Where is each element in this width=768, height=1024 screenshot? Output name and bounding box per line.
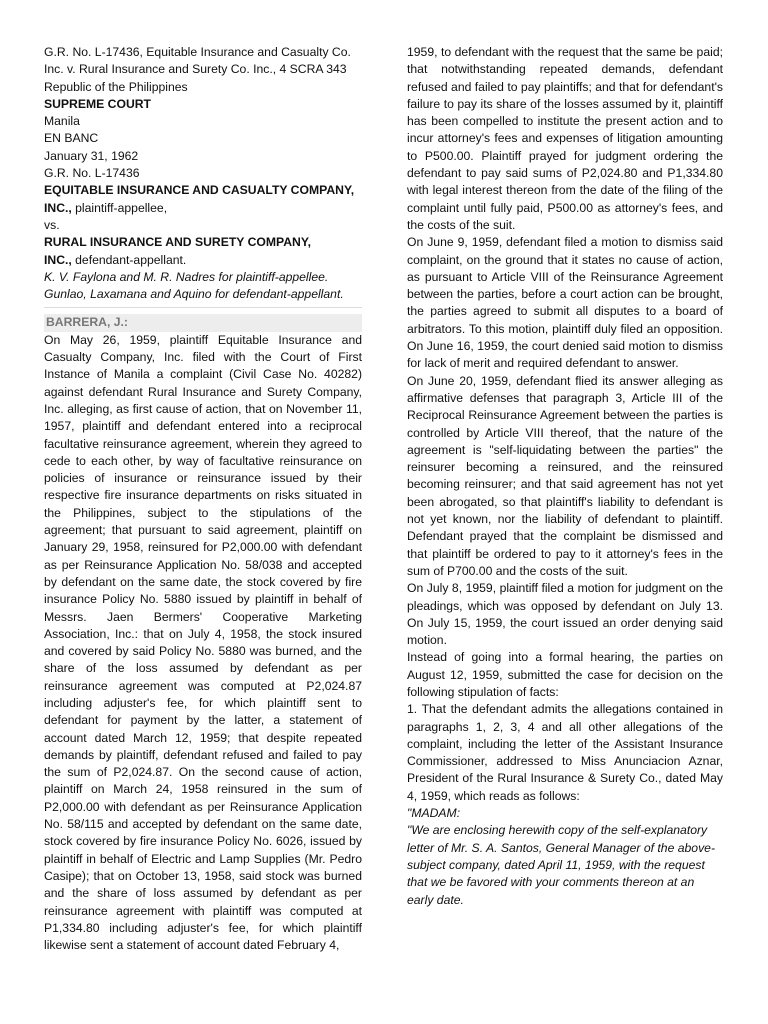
citation-line-1: G.R. No. L-17436, Equitable Insurance and Casualty Co. bbox=[44, 45, 351, 59]
defendant-role: defendant-appellant. bbox=[71, 252, 187, 267]
plaintiff-role: plaintiff-appellee, bbox=[71, 200, 168, 215]
counsel-plaintiff: K. V. Faylona and M. R. Nadres for plaintiff-appellee. bbox=[44, 269, 329, 284]
case-header bbox=[44, 44, 362, 303]
motion-to-dismiss-paragraph: On June 9, 1959, defendant filed a motion to dismiss said complaint, on the ground that it states no cause of action, as pursuant to Article VIII of the Reinsurance Agreement between the parties, before a court action can be brought, the parties agreed to submit all disputes to a board of arbitrators. To this motion, plaintiff duly filed an opposition. On June 16, 1959, the court denied said motion to dismiss for lack of merit and required defendant to answer. bbox=[407, 235, 723, 371]
defendant-name: RURAL INSURANCE AND SURETY COMPANY, bbox=[44, 235, 312, 250]
judgment-motion-paragraph: On July 8, 1959, plaintiff filed a motion for judgment on the pleadings, which was opposed by defendant on July 13. On July 15, 1959, the court issued an order denying said motion. bbox=[407, 581, 723, 648]
defendant-inc: INC., bbox=[44, 252, 72, 267]
docket-number: G.R. No. L-17436 bbox=[44, 166, 140, 181]
decision-date: January 31, 1962 bbox=[44, 148, 139, 163]
court-name: SUPREME COURT bbox=[44, 96, 151, 111]
ponente-label: BARRERA, J.: bbox=[44, 314, 362, 331]
counsel-defendant: Gunlao, Laxamana and Aquino for defendant-appellant. bbox=[44, 287, 344, 302]
stipulation-intro-paragraph: Instead of going into a formal hearing, the parties on August 12, 1959, submitted the case for decision on the following stipulation of facts: bbox=[407, 650, 723, 699]
stipulation-item-1: 1. That the defendant admits the allegations contained in paragraphs 1, 2, 3, 4 and all other allegations of the complaint, including the letter of the Assistant Insurance Commissioner, addressed to Miss Anunciacion Aznar, President of the Rural Insurance & Surety Co., dated May 4, 1959, which reads as follows: bbox=[407, 702, 723, 803]
letter-quote-paragraph: "We are enclosing herewith copy of the self-explanatory letter of Mr. S. A. Santos, General Manager of the above-subject company, dated April 11, 1959, with the request that we be favored with your comments thereon at an early date. bbox=[407, 823, 716, 907]
header-divider bbox=[44, 307, 362, 308]
citation-line-2: Inc. v. Rural Insurance and Surety Co. Inc., 4 SCRA 343 bbox=[44, 62, 347, 77]
versus-line: vs. bbox=[44, 217, 60, 232]
left-column bbox=[44, 44, 362, 954]
court-division: EN BANC bbox=[44, 131, 99, 146]
plaintiff-inc: INC., bbox=[44, 200, 72, 215]
opening-paragraph: On May 26, 1959, plaintiff Equitable Insurance and Casualty Company, Inc. filed with the Court of First Instance of Manila a complaint (Civil Case No. 40282) against defendant Rural Insurance and Surety Company, Inc. alleging, as first cause of action, that on November 11, 1957, plaintiff and defendant entered into a reciprocal facultative reinsurance agreement, wherein they agreed to cede to each other, by way of facultative reinsurance on policies of insurance or reinsurance issued by their respective fire insurance departments on risks situated in the Philippines, subject to the stipulations of the agreement; that pursuant to said agreement, plaintiff on January 29, 1958, reinsured for P2,000.00 with defendant as per Reinsurance Application No. 58/038 and accepted by defendant on the same date, the stock covered by fire insurance Policy No. 5880 issued by plaintiff in behalf of Messrs. Jaen Bermers' Cooperative Marketing Association, Inc.: that on July 4, 1958, the stock insured and covered by said Policy No. 5880 was burned, and the share of the loss assumed by defendant as per reinsurance agreement was computed at P2,024.87 including adjuster's fee, for which plaintiff sent to defendant for payment by the latter, a statement of account dated March 12, 1959; that despite repeated demands by plaintiff, defendant refused and failed to pay the sum of P2,024.87. On the second cause of action, plaintiff on March 24, 1958 reinsured in the sum of P2,000.00 with defendant as per Reinsurance Application No. 58/115 and accepted by defendant on the same date, stock covered by fire insurance Policy No. 6026, issued by plaintiff in behalf of Electric and Lamp Supplies (Mr. Pedro Casipe); that on October 13, 1958, said stock was burned and the share of loss assumed by defendant as per reinsurance agreement with plaintiff was computed at P1,334.80 including adjuster's fee, for which plaintiff likewise sent a statement of account dated February 4, bbox=[44, 332, 362, 953]
complaint-continuation-paragraph: 1959, to defendant with the request that the same be paid; that notwithstanding repeated demands, defendant refused and failed to pay plaintiffs; and that for defendant's failure to pay its share of the losses assumed by it, plaintiff has been compelled to institute the present action and to incur attorney's fees and expenses of litigation amounting to P500.00. Plaintiff prayed for judgment ordering the defendant to pay said sums of P2,024.80 and P1,334.80 with legal interest thereon from the date of the filing of the complaint until fully paid, P500.00 as attorney's fees, and the costs of the suit. bbox=[407, 45, 723, 232]
right-column bbox=[407, 44, 723, 909]
court-city: Manila bbox=[44, 114, 80, 129]
plaintiff-name: EQUITABLE INSURANCE AND CASUALTY COMPANY, bbox=[44, 183, 355, 198]
letter-salutation: "MADAM: bbox=[407, 806, 461, 821]
plaintiff-role-line bbox=[44, 200, 362, 217]
defendant-role-line bbox=[44, 252, 362, 269]
answer-paragraph: On June 20, 1959, defendant flied its answer alleging as affirmative defenses that paragraph 3, Article III of the Reciprocal Reinsurance Agreement between the parties is controlled by Article VIII thereof, that the nature of the agreement is "self-liquidating between the parties" the reinsurer becoming a reinsured, and the reinsured becoming reinsurer; and that said agreement has not yet been abrogated, so that plaintiff's liability to defendant is not yet known, nor the liability of defendant to plaintiff. Defendant prayed that the complaint be dismissed and that plaintiff be ordered to pay to it attorney's fees in the sum of P700.00 and the costs of the suit. bbox=[407, 373, 723, 578]
republic-line: Republic of the Philippines bbox=[44, 79, 188, 94]
